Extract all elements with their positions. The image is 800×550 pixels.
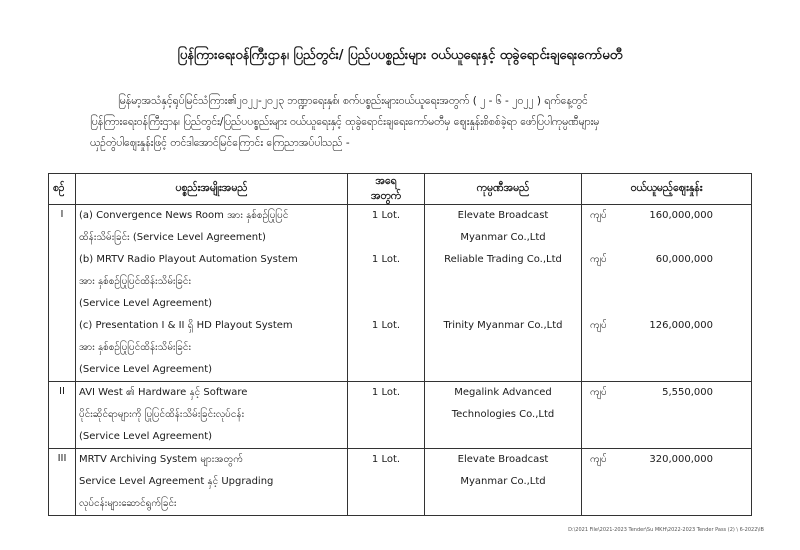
company-name-line: Myanmar Co.,Ltd [460, 476, 546, 487]
item-description-line: (Service Level Agreement) [79, 431, 213, 442]
item-description-line: လုပ်ငန်းများဆောင်ရွက်ခြင်း [79, 498, 177, 509]
header-price: ဝယ်ယူမည့်ဈေးနှုန်း [582, 174, 752, 205]
item-description-line: (Service Level Agreement) [79, 364, 213, 375]
item-description-line: AVI West ၏ Hardware နှင့် Software [79, 387, 248, 398]
spacer [348, 426, 424, 448]
price-row [582, 205, 751, 227]
header-no: စဉ် [49, 174, 76, 205]
row-number: III [49, 449, 76, 516]
company-cell [425, 449, 582, 516]
spacer [582, 426, 751, 448]
item-cell [76, 449, 348, 516]
item-description-line: (Service Level Agreement) [79, 298, 213, 309]
spacer [425, 426, 581, 448]
header-item: ပစ္စည်းအမျိုးအမည် [76, 174, 348, 205]
item-description-line: (c) Presentation I & II ရှိ HD Playout System [79, 320, 293, 331]
spacer [348, 271, 424, 293]
header-qty-line-2: အတွက် [370, 190, 402, 202]
spacer [348, 227, 424, 249]
spacer [582, 271, 751, 293]
price-cell [582, 449, 752, 516]
item-cell [76, 205, 348, 382]
company-name-line: Myanmar Co.,Ltd [460, 232, 546, 243]
table-row [49, 449, 752, 516]
table-row [49, 205, 752, 382]
quantity: 1 Lot. [371, 254, 401, 265]
intro-line-3: ယှဉ်တွဲပါဈေးနှုန်းဖြင့် တင်ဒါအောင်မြင်ကြောင်း ကြေညာအပ်ပါသည် - [90, 137, 350, 149]
file-path-footer: D:\2021 File\2021-2023 Tender\Su MKH\2022-2023 Tender Pass (2) \ 6-2022\IB [568, 527, 764, 533]
item-description-line: ထိန်းသိမ်းခြင်း (Service Level Agreement) [79, 232, 266, 243]
spacer [348, 493, 424, 515]
header-company: ကုမ္ပဏီအမည် [425, 174, 582, 205]
table-header-row [49, 174, 752, 205]
item-description-line: MRTV Archiving System များအတွက် [79, 454, 243, 465]
table-row [49, 382, 752, 449]
spacer [582, 471, 751, 493]
currency-label: ကျပ် [590, 454, 607, 465]
item-description-line: (a) Convergence News Room အား နှစ်စဉ်ပြုပြင် [79, 210, 289, 221]
item-cell [76, 382, 348, 449]
price-cell [582, 205, 752, 382]
price-row [582, 382, 751, 404]
row-number: II [49, 382, 76, 449]
price-amount: 60,000,000 [655, 254, 713, 265]
spacer [425, 337, 581, 359]
company-name-line: Trinity Myanmar Co.,Ltd [443, 320, 563, 331]
price-cell [582, 382, 752, 449]
intro-line-2: ပြန်ကြားရေးဝန်ကြီးဌာန၊ ပြည်တွင်း/ပြည်ပပစ္စည်းများ ဝယ်ယူရေးနှင့် ထုခွဲရောင်းချရေးကော်မတီမှ ဈေးနှုန်းစိစစ်ခဲ့ရာ ဖော်ပြပါကုမ္ပဏီများမှ [90, 116, 600, 128]
header-qty [348, 174, 425, 205]
quantity: 1 Lot. [371, 454, 401, 465]
qty-cell [348, 205, 425, 382]
row-number: I [49, 205, 76, 382]
intro-paragraph [90, 91, 702, 154]
quantity: 1 Lot. [371, 210, 401, 221]
spacer [582, 493, 751, 515]
company-cell [425, 382, 582, 449]
spacer [348, 293, 424, 315]
spacer [582, 404, 751, 426]
spacer [425, 493, 581, 515]
spacer [582, 293, 751, 315]
quantity: 1 Lot. [371, 387, 401, 398]
spacer [582, 359, 751, 381]
intro-line-1: မြန်မာ့အသံနှင့်ရုပ်မြင်သံကြား၏၂၀၂၂-၂၀၂၃ ဘဏ္ဍာရေးနှစ်၊ စက်ပစ္စည်းများဝယ်ယူရေးအတွက် ( ၂ - ၆ - ၂၀၂၂ ) ရက်နေ့တွင် [118, 95, 588, 107]
spacer [425, 271, 581, 293]
company-cell [425, 205, 582, 382]
quantity: 1 Lot. [371, 320, 401, 331]
currency-label: ကျပ် [590, 387, 607, 398]
price-amount: 320,000,000 [649, 454, 713, 465]
price-amount: 126,000,000 [649, 320, 713, 331]
price-row [582, 449, 751, 471]
company-name-line: Megalink Advanced [454, 387, 552, 398]
qty-cell [348, 382, 425, 449]
company-name-line: Technologies Co.,Ltd [451, 409, 555, 420]
price-amount: 5,550,000 [662, 387, 713, 398]
spacer [425, 359, 581, 381]
item-description-line: အား နှစ်စဉ်ပြုပြင်ထိန်းသိမ်းခြင်း [79, 342, 191, 353]
document-title: ပြန်ကြားရေးဝန်ကြီးဌာန၊ ပြည်တွင်း/ ပြည်ပပစ္စည်းများ ဝယ်ယူရေးနှင့် ထုခွဲရောင်းချရေးကော်မတီ [177, 48, 623, 63]
company-name-line: Elevate Broadcast [457, 210, 549, 221]
price-row [582, 315, 751, 337]
item-description-line: ပိုင်းဆိုင်ရာများကို ပြုပြင်ထိန်းသိမ်းခြင်းလုပ်ငန်း [79, 409, 245, 420]
spacer [582, 227, 751, 249]
item-description-line: (b) MRTV Radio Playout Automation System [79, 254, 298, 265]
qty-cell [348, 449, 425, 516]
tender-results-table [48, 173, 752, 516]
spacer [425, 293, 581, 315]
currency-label: ကျပ် [590, 210, 607, 221]
item-description-line: အား နှစ်စဉ်ပြုပြင်ထိန်းသိမ်းခြင်း [79, 276, 191, 287]
currency-label: ကျပ် [590, 254, 607, 265]
header-qty-line-1: အရေ [375, 175, 397, 187]
price-row [582, 249, 751, 271]
spacer [348, 337, 424, 359]
company-name-line: Elevate Broadcast [457, 454, 549, 465]
item-description-line: Service Level Agreement နှင့် Upgrading [79, 476, 274, 487]
spacer [348, 359, 424, 381]
spacer [582, 337, 751, 359]
spacer [348, 404, 424, 426]
currency-label: ကျပ် [590, 320, 607, 331]
company-name-line: Reliable Trading Co.,Ltd [444, 254, 562, 265]
price-amount: 160,000,000 [649, 210, 713, 221]
spacer [348, 471, 424, 493]
